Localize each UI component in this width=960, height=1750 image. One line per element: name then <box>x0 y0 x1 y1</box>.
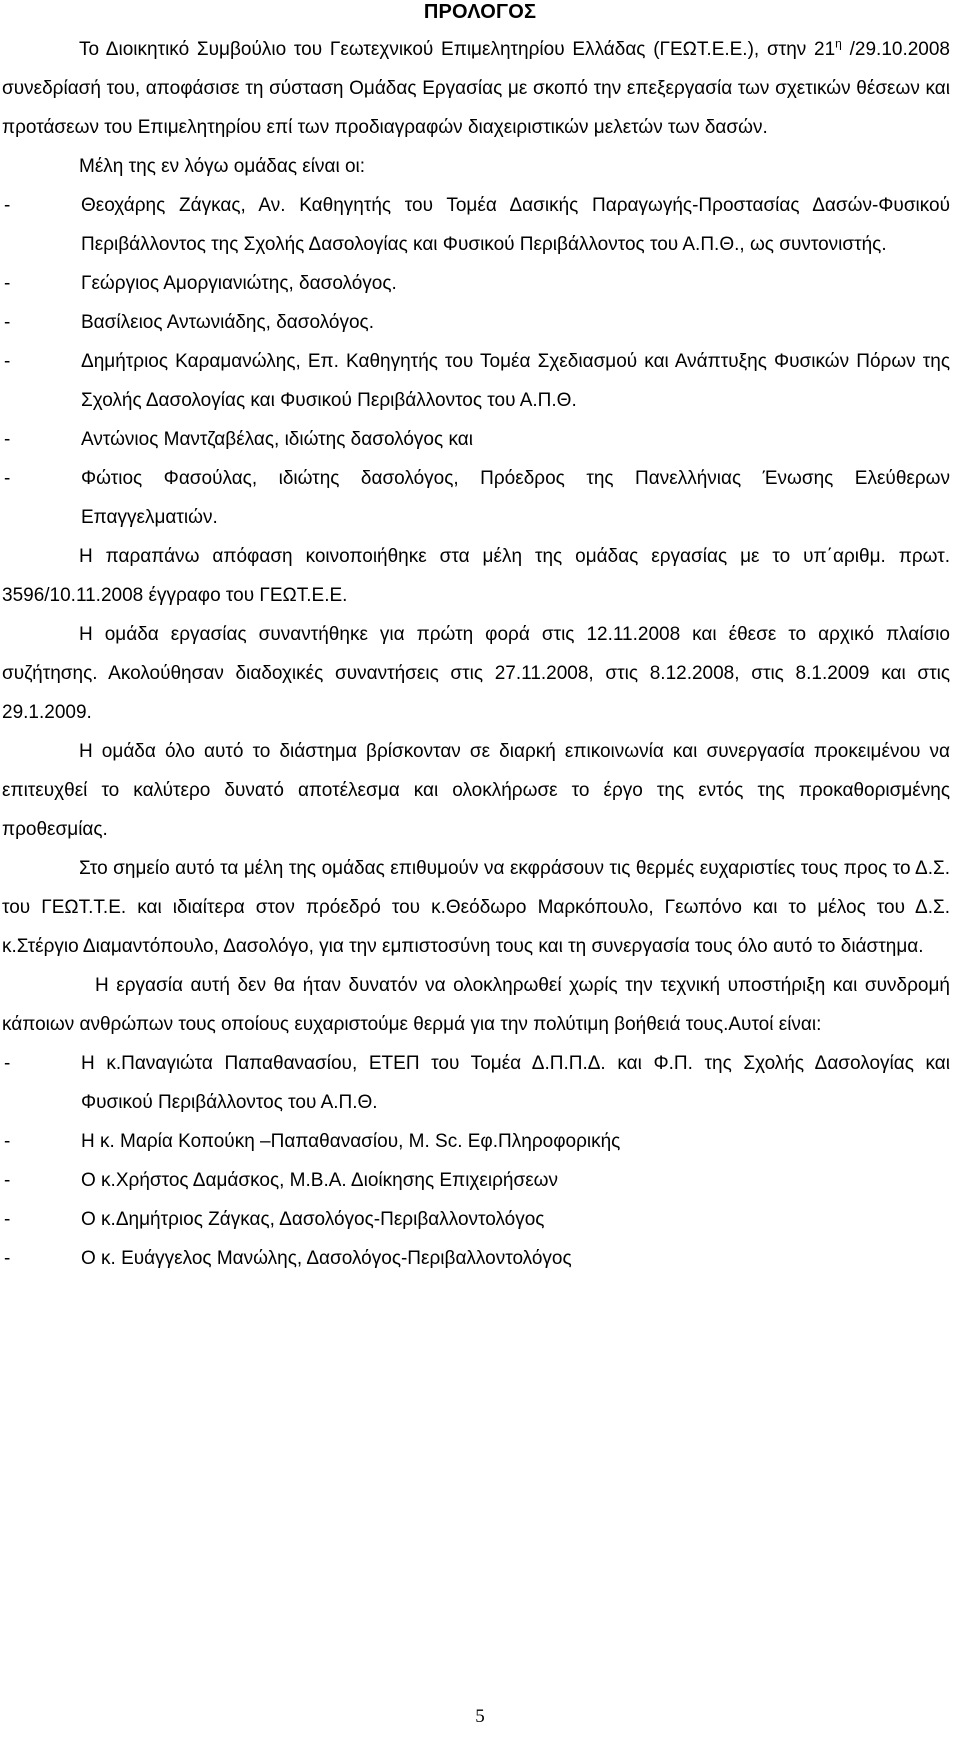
list-dash: - <box>4 312 11 333</box>
list-dash: - <box>4 468 11 489</box>
helpers-intro-paragraph: Η εργασία αυτή δεν θα ήταν δυνατόν να ολοκληρωθεί χωρίς την τεχνική υποστήριξη και συνδρομή κάποιων ανθρώπων τους οποίους ευχαριστούμε θερμά για την πολύτιμη βοήθειά τους.Αυτοί είναι: <box>2 975 950 1035</box>
meetings-paragraph: Η ομάδα εργασίας συναντήθηκε για πρώτη φορά στις 12.11.2008 και έθεσε το αρχικό πλαίσιο συζήτησης. Ακολούθησαν διαδοχικές συναντήσεις στις 27.11.2008, στις 8.12.2008, στις 8.1.2009 και στις 29.1.2009. <box>2 624 950 723</box>
helper-item <box>2 1044 950 1122</box>
intro-text-part2: /29.10.2008 συνεδρίασή του, αποφάσισε τη σύσταση Ομάδας Εργασίας με σκοπό την επεξεργασία των σχετικών θέσεων και προτάσεων του Επιμελητηρίου επί των προδιαγραφών διαχειριστικών μελετών των δασών. <box>2 39 950 138</box>
helper-item <box>2 1200 950 1239</box>
member-item <box>2 186 950 264</box>
list-dash: - <box>4 1248 11 1269</box>
collaboration-paragraph: Η ομάδα όλο αυτό το διάστημα βρίσκονταν σε διαρκή επικοινωνία και συνεργασία προκειμένου να επιτευχθεί το καλύτερο δυνατό αποτέλεσμα και ολοκλήρωσε το έργο της εντός της προκαθορισμένης προθεσμίας. <box>2 741 950 840</box>
intro-text-part1: Το Διοικητικό Συμβούλιο του Γεωτεχνικού Επιμελητηρίου Ελλάδας (ΓΕΩΤ.Ε.Ε.), στην 21 <box>79 39 836 60</box>
helper-text: Ο κ.Δημήτριος Ζάγκας, Δασολόγος-Περιβαλλοντολόγος <box>81 1209 545 1230</box>
list-dash: - <box>4 1053 11 1074</box>
member-item <box>2 264 950 303</box>
helper-text: Η κ.Παναγιώτα Παπαθανασίου, ΕΤΕΠ του Τομέα Δ.Π.Π.Δ. και Φ.Π. της Σχολής Δασολογίας και Φυσικού Περιβάλλοντος του Α.Π.Θ. <box>81 1053 950 1113</box>
member-text: Δημήτριος Καραμανώλης, Επ. Καθηγητής του Τομέα Σχεδιασμού και Ανάπτυξης Φυσικών Πόρων της Σχολής Δασολογίας και Φυσικού Περιβάλλοντος του Α.Π.Θ. <box>81 351 950 411</box>
list-dash: - <box>4 273 11 294</box>
member-text: Βασίλειος Αντωνιάδης, δασολόγος. <box>81 312 374 333</box>
members-intro-paragraph: Μέλη της εν λόγω ομάδας είναι οι: <box>79 156 366 177</box>
member-text: Αντώνιος Μαντζαβέλας, ιδιώτης δασολόγος και <box>81 429 473 450</box>
member-text: Φώτιος Φασούλας, ιδιώτης δασολόγος, Πρόεδρος της Πανελλήνιας Ένωσης Ελεύθερων Επαγγελματιών. <box>81 468 950 528</box>
helper-text: Η κ. Μαρία Κοπούκη –Παπαθανασίου, M. Sc. Εφ.Πληροφορικής <box>81 1131 621 1152</box>
member-item <box>2 303 950 342</box>
helpers-list <box>2 1044 950 1278</box>
list-dash: - <box>4 351 11 372</box>
helper-item <box>2 1122 950 1161</box>
list-dash: - <box>4 1170 11 1191</box>
notification-paragraph: Η παραπάνω απόφαση κοινοποιήθηκε στα μέλη της ομάδας εργασίας με το υπ΄αριθμ. πρωτ. 3596/10.11.2008 έγγραφο του ΓΕΩΤ.Ε.Ε. <box>2 546 950 606</box>
member-item <box>2 420 950 459</box>
member-text: Θεοχάρης Ζάγκας, Αν. Καθηγητής του Τομέα Δασικής Παραγωγής-Προστασίας Δασών-Φυσικού Περιβάλλοντος της Σχολής Δασολογίας και Φυσικού Περιβάλλοντος του Α.Π.Θ., ως συντονιστής. <box>81 195 950 255</box>
list-dash: - <box>4 1131 11 1152</box>
document-body <box>0 30 960 1278</box>
document-title: ΠΡΟΛΟΓΟΣ <box>423 1 537 23</box>
thanks-paragraph: Στο σημείο αυτό τα μέλη της ομάδας επιθυμούν να εκφράσουν τις θερμές ευχαριστίες τους προς το Δ.Σ. του ΓΕΩΤ.Τ.Ε. και ιδιαίτερα στον πρόεδρό του κ.Θεόδωρο Μαρκόπουλο, Γεωπόνο και το μέλος του Δ.Σ. κ.Στέργιο Διαμαντόπουλο, Δασολόγο, για την εμπιστοσύνη τους και τη συνεργασία τους όλο αυτό το διάστημα. <box>2 858 950 957</box>
member-text: Γεώργιος Αμοργιανιώτης, δασολόγος. <box>81 273 397 294</box>
member-item <box>2 459 950 537</box>
list-dash: - <box>4 429 11 450</box>
list-dash: - <box>4 1209 11 1230</box>
intro-paragraph <box>2 30 950 147</box>
helper-text: Ο κ.Χρήστος Δαμάσκος, Μ.Β.Α. Διοίκησης Επιχειρήσεων <box>81 1170 558 1191</box>
member-item <box>2 342 950 420</box>
page-number: 5 <box>475 1706 485 1727</box>
members-list <box>2 186 950 537</box>
helper-text: Ο κ. Ευάγγελος Μανώλης, Δασολόγος-Περιβαλλοντολόγος <box>81 1248 572 1269</box>
session-ordinal-superscript: η <box>835 36 842 51</box>
helper-item <box>2 1239 950 1278</box>
list-dash: - <box>4 195 11 216</box>
helper-item <box>2 1161 950 1200</box>
